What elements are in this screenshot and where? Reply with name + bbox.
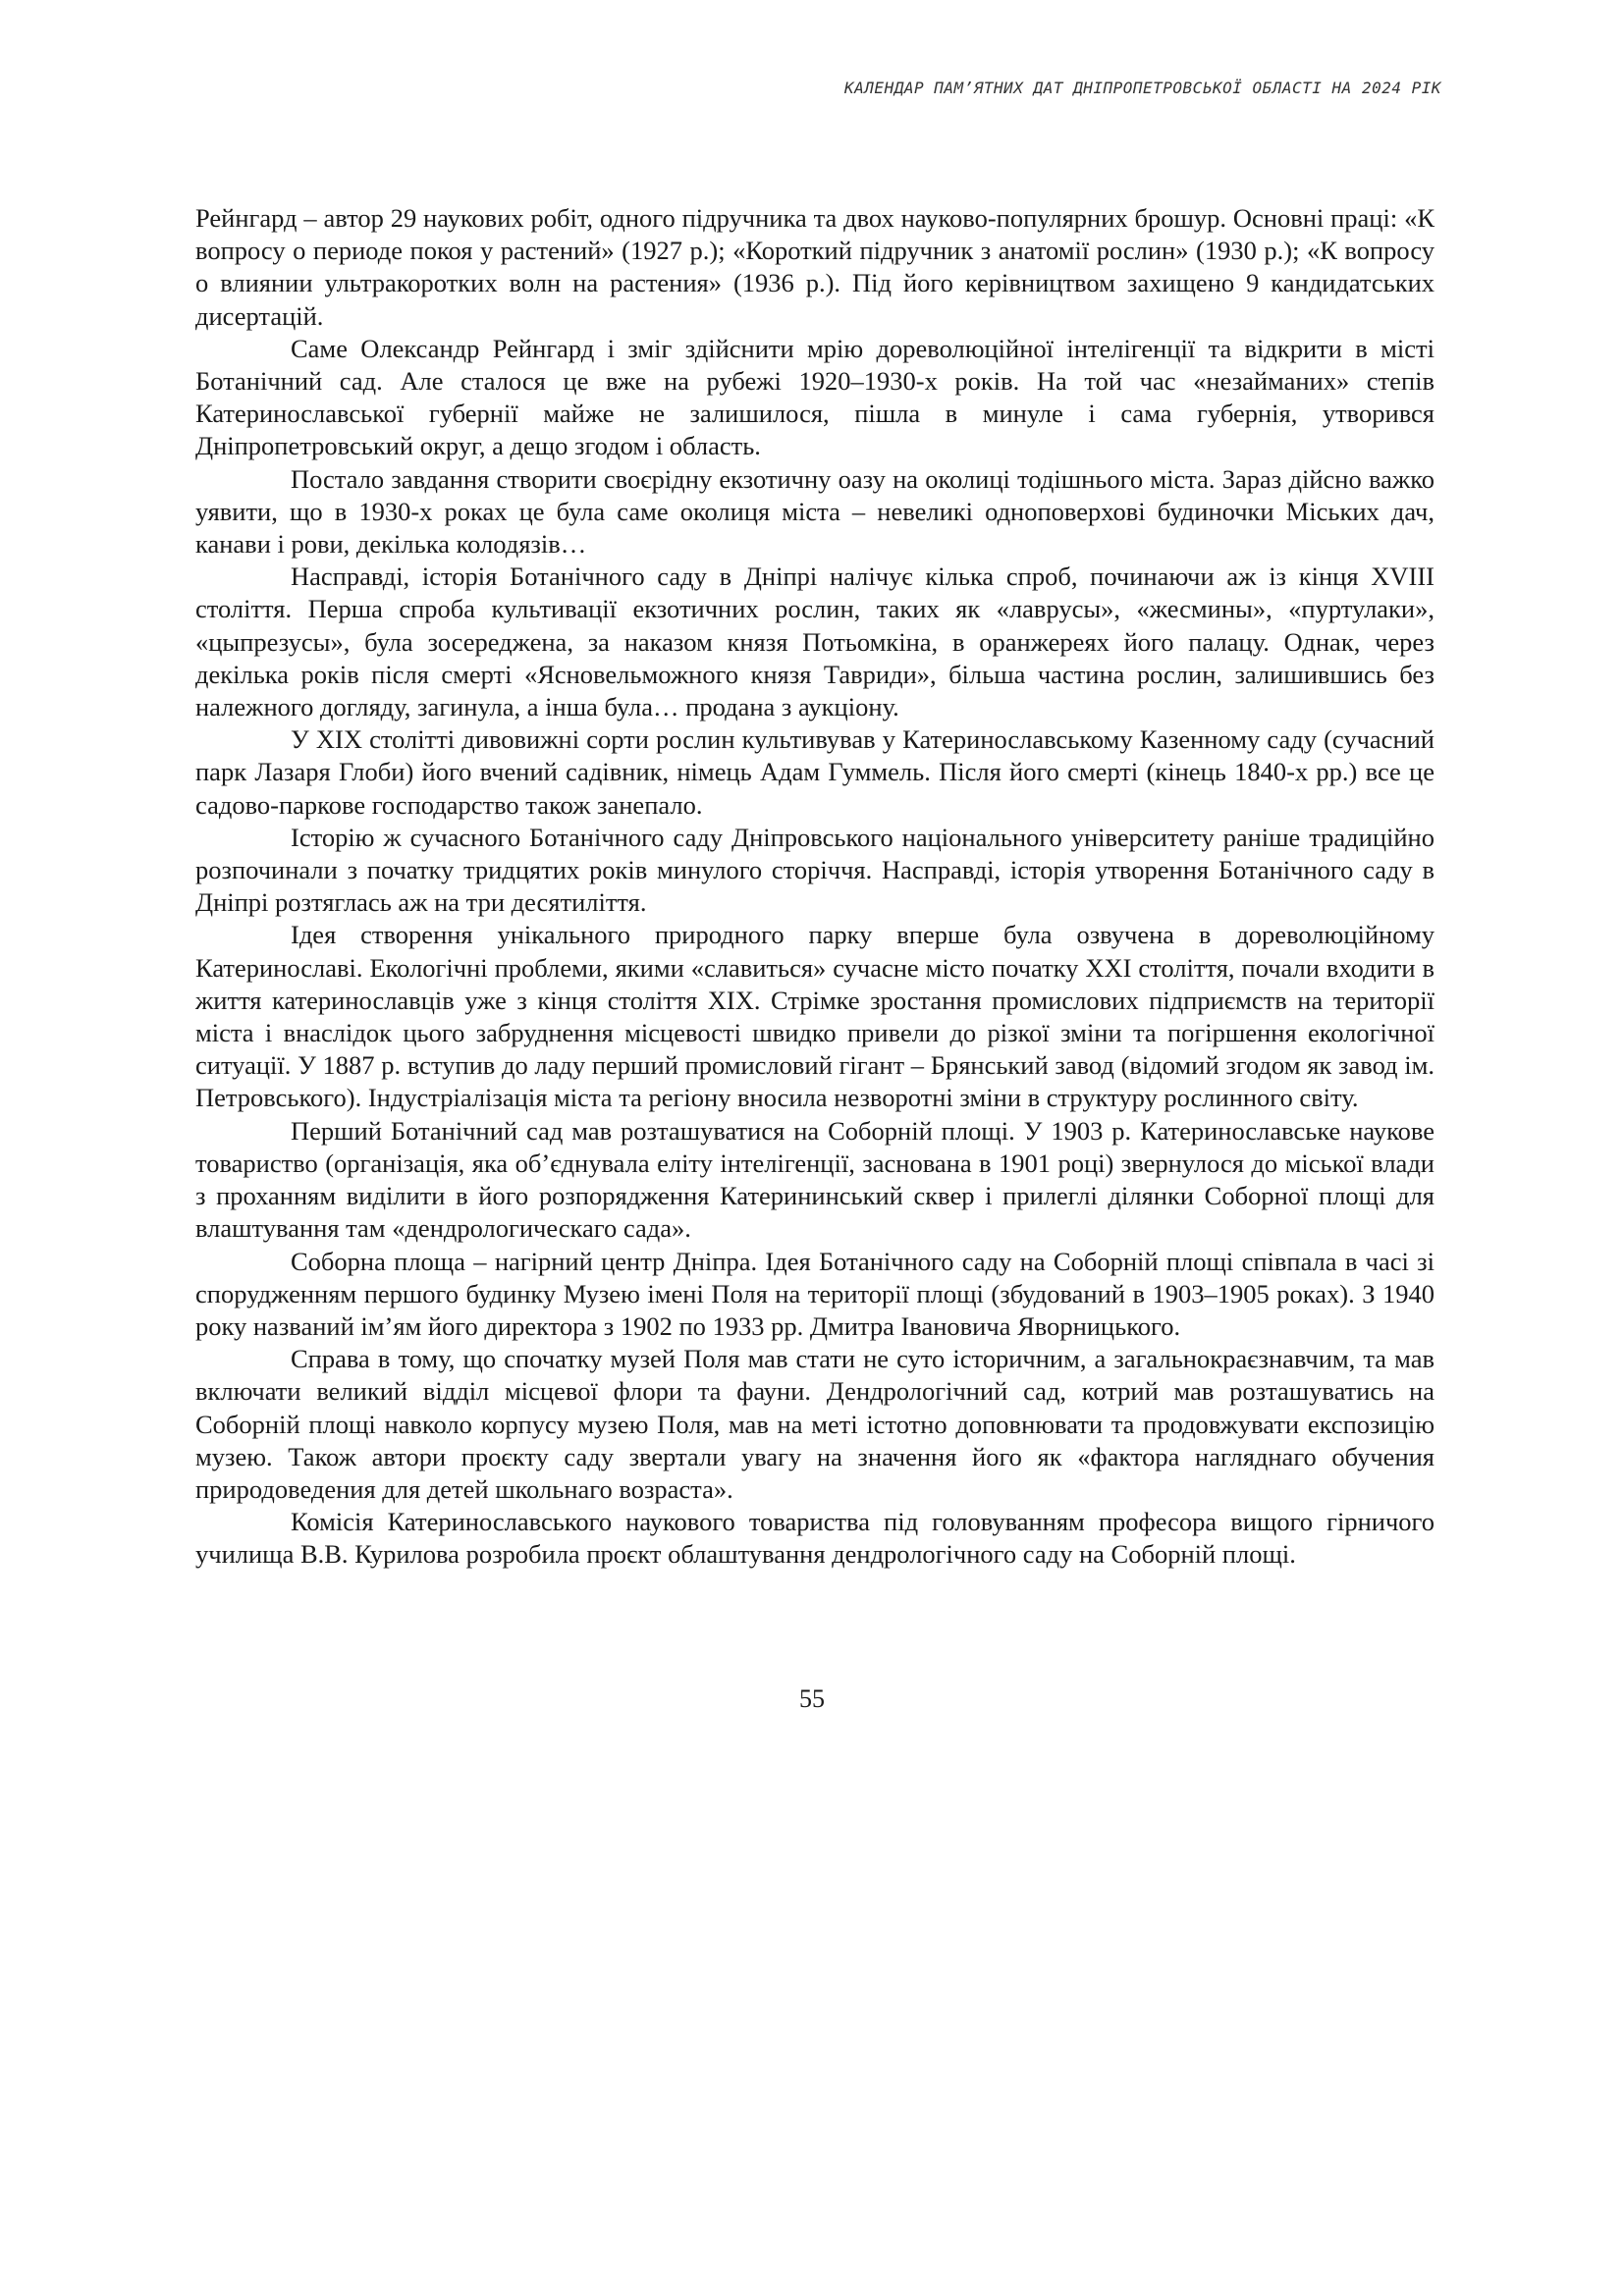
paragraph: Соборна площа – нагірний центр Дніпра. Ідея Ботанічного саду на Соборній площі співпала в часі зі спорудженням першого будинку Музею імені Поля на території площі (збудований в 1903–1905 роках). З 1940 року названий ім’ям його директора з 1902 по 1933 рр. Дмитра Івановича Яворницького. — [195, 1246, 1435, 1341]
paragraph: Історію ж сучасного Ботанічного саду Дніпровського національного університету раніше традиційно розпочинали з початку тридцятих років минулого сторіччя. Насправді, історія утворення Ботанічного саду в Дніпрі розтяглась аж на три десятиліття. — [195, 822, 1435, 918]
paragraph: Комісія Катеринославського наукового товариства під головуванням професора вищого гірничого училища В.В. Курилова розробила проєкт облаштування дендрологічного саду на Соборній площі. — [195, 1507, 1435, 1570]
page-number: 55 — [799, 1684, 825, 1713]
paragraph: Рейнгард – автор 29 наукових робіт, одного підручника та двох науково-популярних брошур. Основні праці: «К вопросу о периоде покоя у растений» (1927 р.); «Короткий підручник з анатомії рослин» (1930 р.); «К вопросу о влиянии ультракоротких волн на растения» (1936 р.). Під його керівництвом захищено 9 кандидатських дисертацій. — [195, 203, 1435, 331]
paragraph: Саме Олександр Рейнгард і зміг здійснити мрію дореволюційної інтелігенції та відкрити в місті Ботанічний сад. Але сталося це вже на рубежі 1920–1930-х років. На той час «незайманих» степів Катеринославської губернії майже не залишилося, пішла в минуле і сама губернія, утворився Дніпропетровський округ, а дещо згодом і область. — [195, 333, 1435, 461]
paragraph: У XIX столітті дивовижні сорти рослин культивував у Катеринославському Казенному саду (сучасний парк Лазаря Глоби) його вчений садівник, німець Адам Гуммель. Після його смерті (кінець 1840-х рр.) все це садово-паркове господарство також занепало. — [195, 724, 1435, 820]
paragraph: Справа в тому, що спочатку музей Поля мав стати не суто історичним, а загальнокраєзнавчим, та мав включати великий відділ місцевої флори та фауни. Дендрологічний сад, котрий мав розташуватись на Соборній площі навколо корпусу музею Поля, мав на меті істотно доповнювати та продовжувати експозицію музею. Також автори проєкту саду звертали увагу на значення його як «фактора нагляднаго обучения природоведения для детей школьнаго возраста». — [195, 1344, 1435, 1504]
running-header: КАЛЕНДАР ПАМ’ЯТНИХ ДАТ ДНІПРОПЕТРОВСЬКОЇ ОБЛАСТІ НА 2024 РІК — [844, 79, 1441, 97]
paragraph: Ідея створення унікального природного парку вперше була озвучена в дореволюційному Катеринославі. Екологічні проблеми, якими «славиться» сучасне місто початку XXI століття, почали входити в життя катеринославців уже з кінця століття XIX. Стрімке зростання промислових підприємств на території міста і внаслідок цього забруднення місцевості швидко привели до різкої зміни та погіршення екологічної ситуації. У 1887 р. вступив до ладу перший промисловий гігант – Брянський завод (відомий згодом як завод ім. Петровського). Індустріалізація міста та регіону вносила незворотні зміни в структуру рослинного світу. — [195, 920, 1435, 1113]
paragraph: Перший Ботанічний сад мав розташуватися на Соборній площі. У 1903 р. Катеринославське наукове товариство (організація, яка об’єднувала еліту інтелігенції, заснована в 1901 році) звернулося до міської влади з проханням виділити в його розпорядження Катерининський сквер і прилеглі ділянки Соборної площі для влаштування там «дендрологическаго сада». — [195, 1115, 1435, 1244]
body-text — [195, 202, 1435, 1572]
paragraph: Постало завдання створити своєрідну екзотичну оазу на околиці тодішнього міста. Зараз дійсно важко уявити, що в 1930-х роках це була саме околиця міста – невеликі одноповерхові будиночки Міських дач, канави і рови, декілька колодязів… — [195, 463, 1435, 560]
paragraph: Насправді, історія Ботанічного саду в Дніпрі налічує кілька спроб, починаючи аж із кінця XVIII століття. Перша спроба культивації екзотичних рослин, таких як «лаврусы», «жесмины», «пуртулаки», «цыпрезусы», була зосереджена, за наказом князя Потьомкіна, в оранжереях його палацу. Однак, через декілька років після смерті «Ясновельможного князя Тавриди», більша частина рослин, залишившись без належного догляду, загинула, а інша була… продана з аукціону. — [195, 561, 1435, 722]
